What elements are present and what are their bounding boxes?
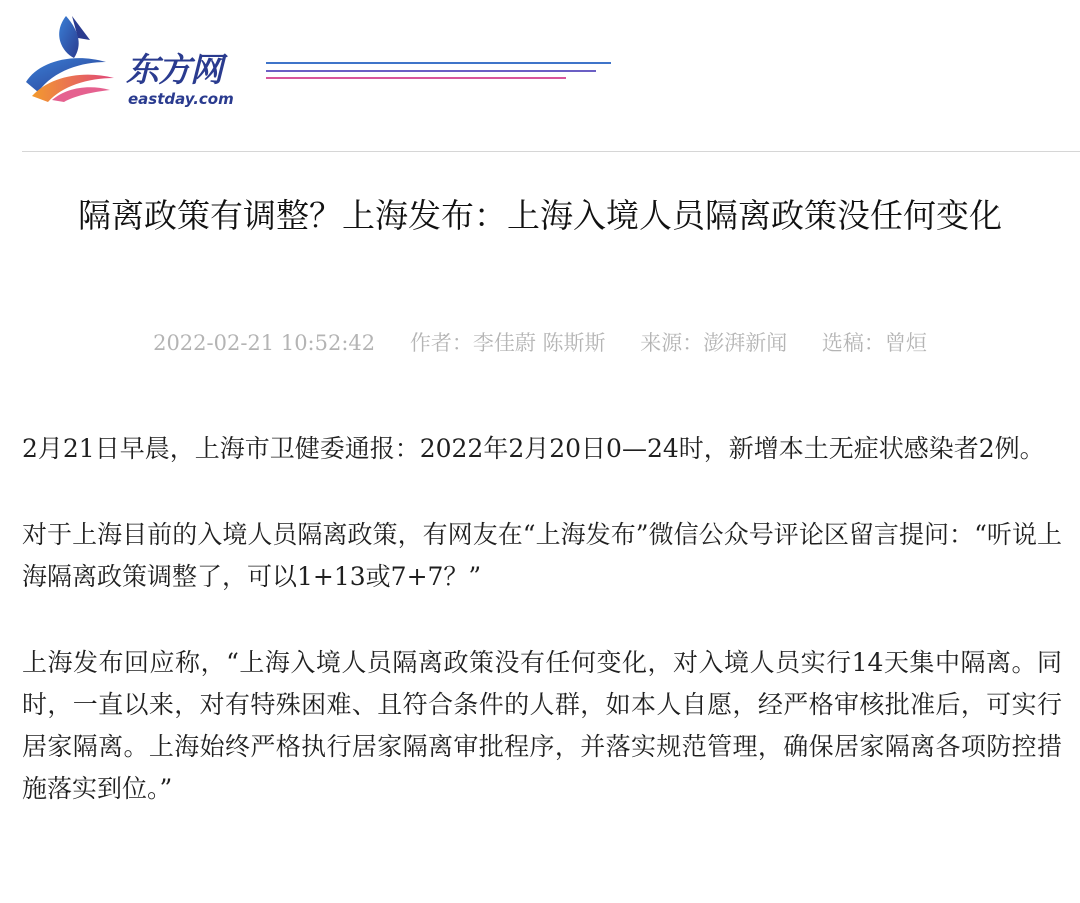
article-meta bbox=[0, 328, 1080, 358]
logo-text-cn: 东方网 bbox=[126, 50, 222, 89]
article-editor: 选稿：曾烜 bbox=[821, 331, 927, 355]
header-decorative-lines bbox=[266, 60, 616, 86]
logo-mark-icon bbox=[22, 12, 132, 104]
article-author: 作者：李佳蔚 陈斯斯 bbox=[409, 331, 606, 355]
site-logo[interactable] bbox=[22, 12, 252, 108]
article-body bbox=[22, 428, 1062, 854]
article-paragraph: 2月21日早晨，上海市卫健委通报：2022年2月20日0—24时，新增本土无症状感染者2例。 bbox=[22, 434, 1045, 463]
article-source: 来源：澎湃新闻 bbox=[640, 331, 788, 355]
logo-text-en: eastday.com bbox=[128, 90, 234, 108]
publish-datetime: 2022-02-21 10:52:42 bbox=[153, 331, 376, 355]
article-paragraph: 上海发布回应称，“上海入境人员隔离政策没有任何变化，对入境人员实行14天集中隔离。同时，一直以来，对有特殊困难、且符合条件的人群，如本人自愿，经严格审核批准后，可实行居家隔离。上海始终严格执行居家隔离审批程序，并落实规范管理，确保居家隔离各项防控措施落实到位。” bbox=[22, 648, 1062, 803]
article-title: 隔离政策有调整？上海发布：上海入境人员隔离政策没任何变化 bbox=[78, 196, 1002, 235]
header-divider bbox=[22, 151, 1080, 152]
article-paragraph: 对于上海目前的入境人员隔离政策，有网友在“上海发布”微信公众号评论区留言提问：“听说上海隔离政策调整了，可以1+13或7+7？” bbox=[22, 520, 1062, 591]
site-header bbox=[0, 0, 1080, 152]
